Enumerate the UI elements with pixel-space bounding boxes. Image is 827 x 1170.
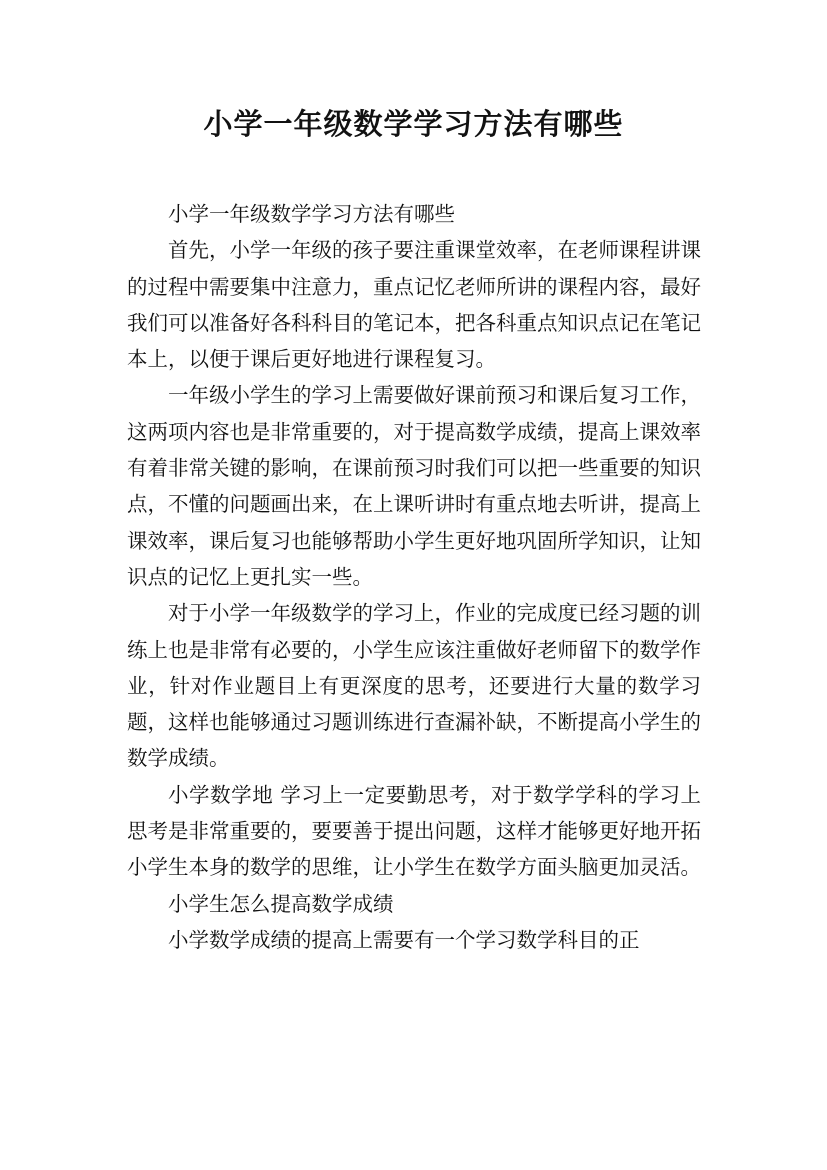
document-body — [127, 196, 701, 958]
paragraph: 小学数学地 学习上一定要勤思考，对于数学学科的学习上思考是非常重要的，要要善于提出问题，这样才能够更好地开拓小学生本身的数学的思维，让小学生在数学方面头脑更加灵活。 — [127, 782, 701, 880]
paragraph: 首先，小学一年级的孩子要注重课堂效率，在老师课程讲课的过程中需要集中注意力，重点记忆老师所讲的课程内容，最好我们可以准备好各科科目的笔记本，把各科重点知识点记在笔记本上，以便于课后更好地进行课程复习。 — [127, 238, 701, 372]
paragraph-subheading: 小学生怎么提高数学成绩 — [168, 891, 394, 916]
paragraph: 对于小学一年级数学的学习上，作业的完成度已经习题的训练上也是非常有必要的，小学生应该注重做好老师留下的数学作业，针对作业题目上有更深度的思考，还要进行大量的数学习题，这样也能够通过习题训练进行查漏补缺，不断提高小学生的数学成绩。 — [127, 601, 701, 771]
paragraph: 小学数学成绩的提高上需要有一个学习数学科目的正 — [168, 927, 640, 952]
paragraph-subheading: 小学一年级数学学习方法有哪些 — [168, 202, 455, 226]
paragraph: 一年级小学生的学习上需要做好课前预习和课后复习工作，这两项内容也是非常重要的，对于提高数学成绩，提高上课效率有着非常关键的影响，在课前预习时我们可以把一些重要的知识点，不懂的问题画出来，在上课听讲时有重点地去听讲，提高上课效率，课后复习也能够帮助小学生更好地巩固所学知识，让知识点的记忆上更扎实一些。 — [127, 383, 701, 589]
document-title: 小学一年级数学学习方法有哪些 — [203, 107, 624, 141]
